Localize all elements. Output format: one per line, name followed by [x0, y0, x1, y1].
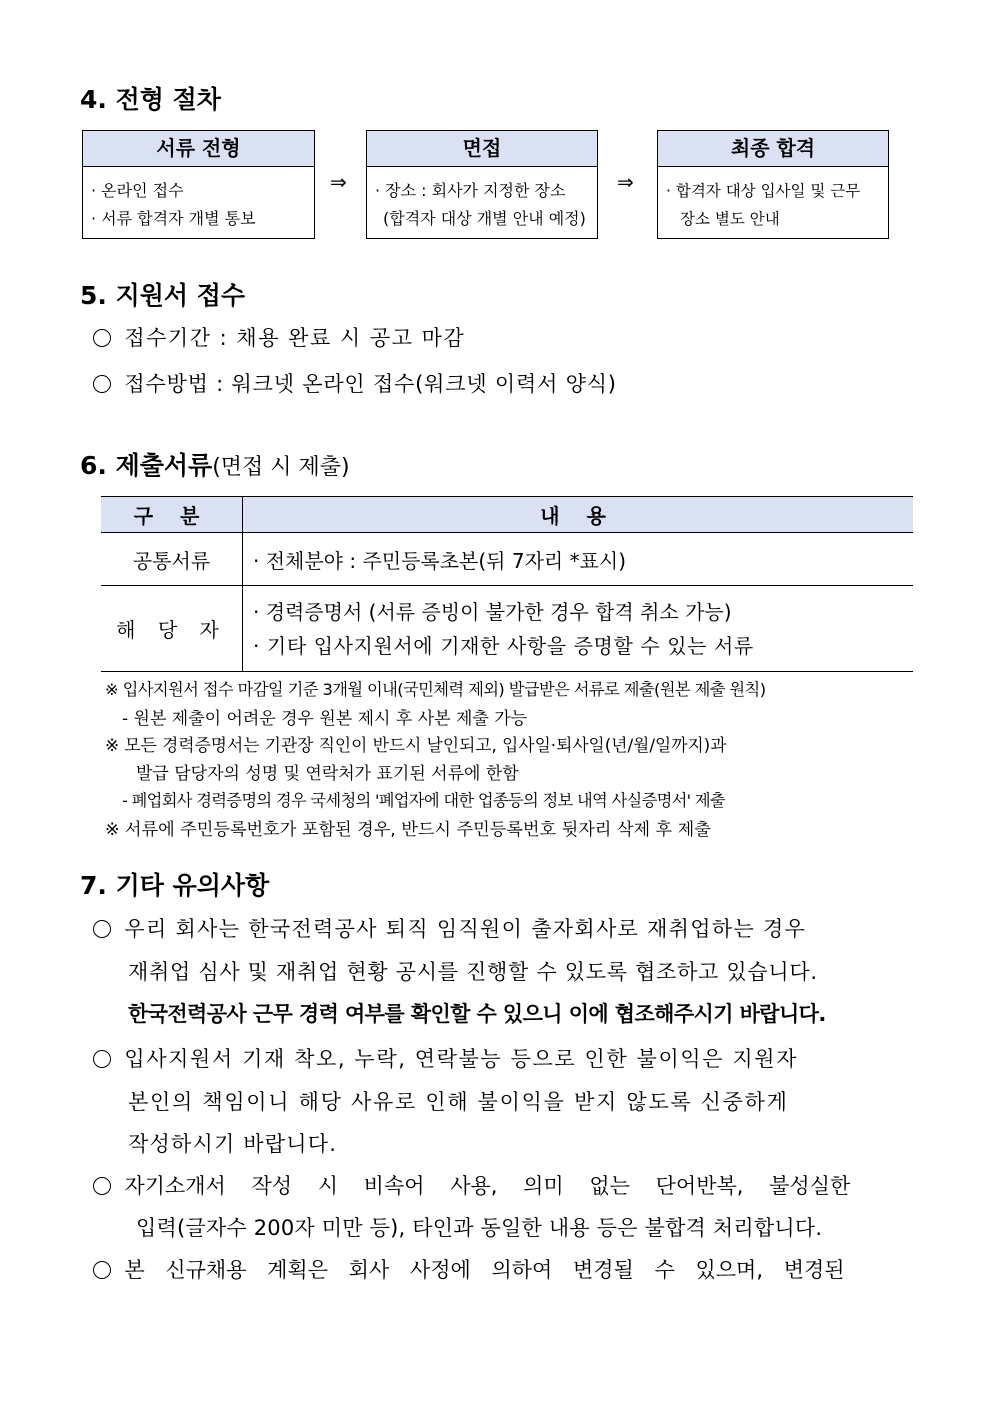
arrow-icon: ⇒	[617, 170, 634, 194]
circle-bullet-icon	[93, 920, 111, 938]
list-item: 접수기간 : 채용 완료 시 공고 마감	[93, 322, 465, 352]
step-line: · 장소 : 회사가 지정한 장소	[375, 181, 566, 200]
note-line: ※ 입사지원서 접수 마감일 기준 3개월 이내(국민체력 제외) 발급받은 서류로 제출(원본 제출 원칙)	[105, 680, 766, 699]
note-line: - 원본 제출이 어려운 경우 원본 제시 후 사본 제출 가능	[122, 709, 528, 729]
list-item-continued: 작성하시기 바랍니다.	[128, 1132, 338, 1156]
list-item-continued: 입력(글자수 200자 미만 등), 타인과 동일한 내용 등은 불합격 처리합니다.	[136, 1216, 823, 1240]
list-item: 자기소개서 작성 시 비속어 사용, 의미 없는 단어반복, 불성실한	[93, 1170, 850, 1200]
step-head: 서류 전형	[83, 131, 314, 167]
documents-table	[101, 496, 913, 672]
step-document-screening	[82, 130, 315, 239]
list-item: 접수방법 : 워크넷 온라인 접수(워크넷 이력서 양식)	[93, 368, 617, 398]
circle-bullet-icon	[93, 375, 111, 393]
step-line: · 합격자 대상 입사일 및 근무	[666, 182, 861, 200]
step-head: 최종 합격	[658, 131, 888, 167]
circle-bullet-icon	[93, 329, 111, 347]
step-line: 장소 별도 안내	[680, 210, 780, 228]
table-cell-category: 공통서류	[101, 533, 243, 586]
list-item-emphasis: 한국전력공사 근무 경력 여부를 확인할 수 있으니 이에 협조해주시기 바랍니다.	[128, 1002, 826, 1026]
list-item: 본 신규채용 계획은 회사 사정에 의하여 변경될 수 있으며, 변경된	[93, 1254, 845, 1284]
table-header: 구 분	[101, 497, 243, 533]
note-line: ※ 모든 경력증명서는 기관장 직인이 반드시 날인되고, 입사일·퇴사일(년/월/일까지)과	[105, 735, 727, 755]
section4-title: 4. 전형 절차	[80, 85, 221, 114]
section5-title: 5. 지원서 접수	[80, 281, 246, 310]
step-line: · 서류 합격자 개별 통보	[91, 209, 256, 228]
step-head: 면접	[367, 131, 597, 167]
list-item-continued: 본인의 책임이니 해당 사유로 인해 불이익을 받지 않도록 신중하게	[128, 1090, 789, 1114]
circle-bullet-icon	[93, 1177, 111, 1195]
arrow-icon: ⇒	[330, 170, 347, 194]
section7-title: 7. 기타 유의사항	[80, 871, 270, 900]
list-item-continued: 재취업 심사 및 재취업 현황 공시를 진행할 수 있도록 협조하고 있습니다.	[128, 960, 818, 984]
step-final-pass	[657, 130, 889, 239]
step-interview	[366, 130, 598, 239]
step-line: · 온라인 접수	[91, 181, 184, 200]
section6-subtitle: (면접 시 제출)	[212, 455, 350, 480]
circle-bullet-icon	[93, 1261, 111, 1279]
list-item: 입사지원서 기재 착오, 누락, 연락불능 등으로 인한 불이익은 지원자	[93, 1043, 798, 1073]
circle-bullet-icon	[93, 1050, 111, 1068]
table-cell-content: · 전체분야 : 주민등록초본(뒤 7자리 *표시)	[243, 533, 914, 586]
note-line: ※ 서류에 주민등록번호가 포함된 경우, 반드시 주민등록번호 뒷자리 삭제 후 제출	[105, 820, 711, 840]
table-header: 내 용	[243, 497, 914, 533]
table-cell-category: 해 당 자	[101, 586, 243, 672]
table-cell-content: · 경력증명서 (서류 증빙이 불가한 경우 합격 취소 가능) · 기타 입사지원서에 기재한 사항을 증명할 수 있는 서류	[243, 586, 914, 672]
step-line: (합격자 대상 개별 안내 예정)	[383, 209, 586, 228]
note-line: 발급 담당자의 성명 및 연락처가 표기된 서류에 한함	[136, 764, 519, 784]
list-item: 우리 회사는 한국전력공사 퇴직 임직원이 출자회사로 재취업하는 경우	[93, 913, 806, 943]
note-line: - 폐업회사 경력증명의 경우 국세청의 '폐업자에 대한 업종등의 정보 내역 사실증명서' 제출	[122, 791, 725, 810]
section6-title: 6. 제출서류(면접 시 제출)	[80, 451, 350, 480]
